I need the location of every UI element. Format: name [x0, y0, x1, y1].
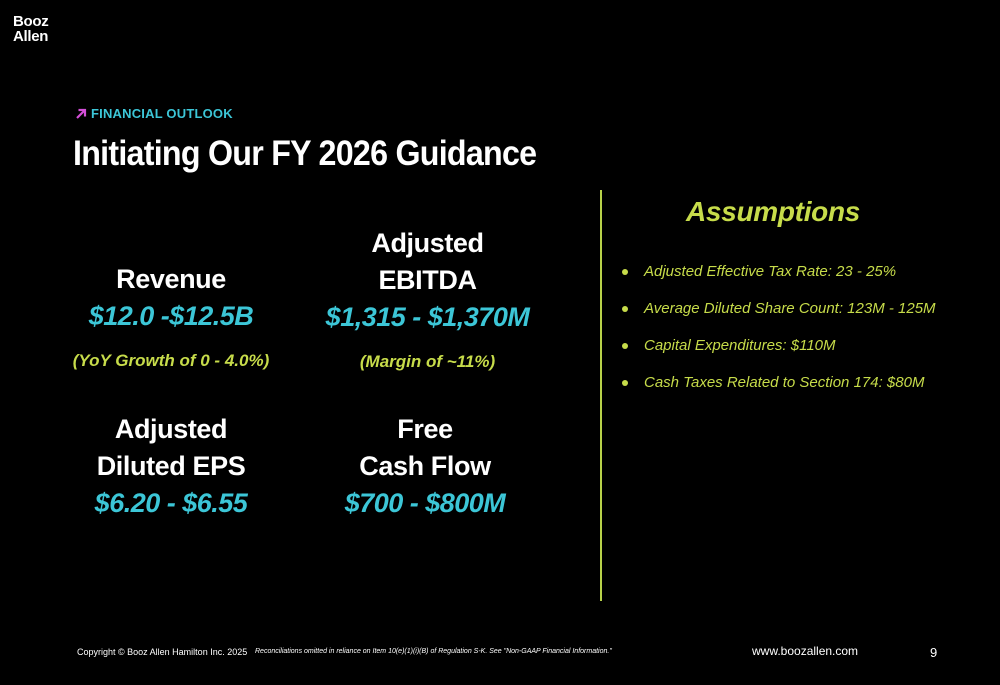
footer-website-link[interactable]: www.boozallen.com — [752, 644, 859, 658]
metric-value: $700 - $800M — [344, 488, 506, 518]
assumption-item: Capital Expenditures: $110M — [622, 336, 936, 373]
metric-note: (YoY Growth of 0 - 4.0%) — [72, 351, 270, 370]
metric-value: $6.20 - $6.55 — [94, 488, 248, 518]
eyebrow-label: FINANCIAL OUTLOOK — [91, 106, 233, 121]
logo-line-2: Allen — [13, 28, 49, 45]
metric-label-line-2: EBITDA — [378, 265, 477, 295]
booz-allen-logo — [13, 14, 48, 44]
metric-note: (Margin of ~11%) — [359, 352, 496, 371]
assumption-item: Adjusted Effective Tax Rate: 23 - 25% — [622, 262, 936, 299]
metric-label: Revenue — [116, 264, 226, 294]
metric-label-line-1: Free — [397, 414, 453, 444]
metric-label-line-1: Adjusted — [371, 228, 484, 258]
metric-adjusted-ebitda — [300, 225, 555, 373]
logo-line-1: Booz — [13, 13, 49, 30]
metric-free-cash-flow — [300, 411, 550, 521]
section-eyebrow — [75, 106, 233, 121]
vertical-divider — [600, 190, 602, 601]
metric-label-line-1: Adjusted — [114, 414, 228, 444]
assumptions-title: Assumptions — [686, 196, 861, 227]
metric-adjusted-diluted-eps — [61, 411, 281, 521]
assumption-item: Average Diluted Share Count: 123M - 125M — [622, 299, 936, 336]
metric-label-line-2: Diluted EPS — [96, 451, 246, 481]
page-title: Initiating Our FY 2026 Guidance — [73, 134, 537, 173]
footer-reconciliation-note: Reconciliations omitted in reliance on Item 10(e)(1)(i)(B) of Regulation S-K. See "Non-GAAP Financial Information." — [255, 648, 612, 655]
page-number: 9 — [930, 645, 938, 660]
metric-revenue — [61, 261, 281, 372]
footer-copyright: Copyright © Booz Allen Hamilton Inc. 2025 — [77, 647, 248, 657]
arrow-up-right-icon — [75, 108, 87, 120]
metric-value: $1,315 - $1,370M — [325, 302, 530, 332]
metric-value: $12.0 -$12.5B — [88, 301, 254, 331]
assumptions-list — [622, 262, 936, 410]
assumption-item: Cash Taxes Related to Section 174: $80M — [622, 373, 936, 410]
metric-label-line-2: Cash Flow — [359, 451, 491, 481]
